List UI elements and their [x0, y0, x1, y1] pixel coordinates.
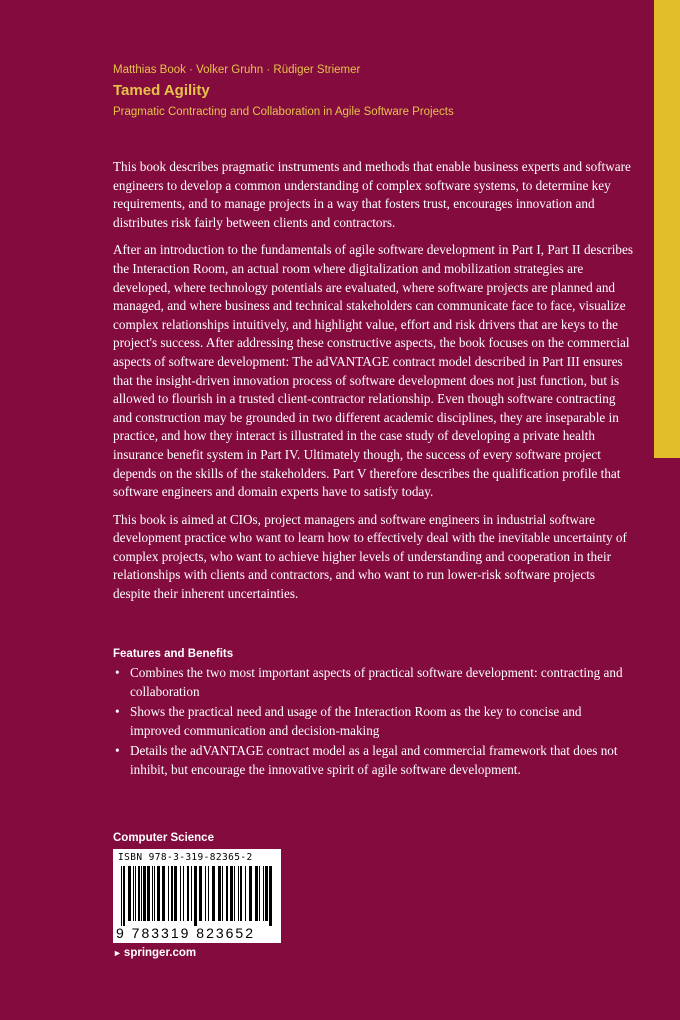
subject-category: Computer Science: [113, 832, 214, 844]
bullet-icon: •: [115, 665, 120, 680]
book-header: [113, 62, 633, 120]
list-item: [113, 664, 633, 701]
bullet-icon: •: [115, 743, 120, 759]
list-item: [113, 742, 633, 779]
isbn-label: ISBN 978-3-319-82365-2: [118, 852, 253, 863]
feature-text: Shows the practical need and usage of the Interaction Room as the key to concise and improved communication and decision-making: [130, 704, 582, 738]
arrow-icon: ►: [113, 948, 122, 958]
book-subtitle: Pragmatic Contracting and Collaboration in Agile Software Projects: [113, 106, 454, 118]
features-heading: Features and Benefits: [113, 648, 234, 660]
description: [113, 158, 633, 613]
isbn-barcode: [113, 849, 281, 943]
publisher-link[interactable]: [113, 947, 196, 959]
features-list: [113, 664, 633, 782]
ean-digits: 9 783319 823652: [116, 925, 255, 941]
bullet-icon: •: [115, 704, 120, 720]
description-paragraph: After an introduction to the fundamentals of agile software development in Part I, Part II describes the Interaction Room, an actual room where digitalization and mobilization strategies are developed, where technology potentials are evaluated, where software projects are planned and managed, and where business and technical stakeholders can communicate face to face, visualize complex relationships intuitively, and highlight value, effort and risk drivers that are keys to the project's success. After addressing these constructive aspects, the book focuses on the commercial aspects of software development: The adVANTAGE contract model described in Part III ensures that the insight-driven innovation process of software development does not just function, but is allowed to flourish in a trusted client-contractor relationship. Even though software contracting and construction may be grounded in two different academic disciplines, they are inseparable in practice, and how they interact is illustrated in the case study of developing a private health insurance benefit system in Part IV. Ultimately though, the success of every software project depends on the skills of the stakeholders. Part V therefore describes the qualification profile that software engineers and domain experts have to satisfy today.: [113, 242, 634, 500]
list-item: [113, 703, 633, 740]
book-title: Tamed Agility: [113, 82, 210, 99]
publisher-url: springer.com: [123, 947, 197, 959]
accent-stripe: [654, 0, 680, 458]
authors: Matthias Book · Volker Gruhn · Rüdiger Striemer: [113, 64, 361, 76]
feature-text: Combines the two most important aspects of practical software development: contracting and collaboration: [130, 665, 623, 699]
description-paragraph: This book is aimed at CIOs, project managers and software engineers in industrial software development practice who want to learn how to effectively deal with the inevitable uncertainty of complex projects, who want to achieve higher levels of understanding and cooperation in their relationships with clients and contractors, and who want to run lower-risk software projects despite their inherent uncertainties.: [113, 511, 627, 602]
description-paragraph: This book describes pragmatic instruments and methods that enable business experts and software engineers to develop a common understanding of complex software systems, to determine key requirements, and to manage projects in a way that fosters trust, encourages innovation and distributes risk fairly between clients and contractors.: [113, 159, 631, 230]
barcode-icon: [119, 866, 275, 926]
feature-text: Details the adVANTAGE contract model as a legal and commercial framework that does not inhibit, but encourage the innovative spirit of agile software development.: [130, 743, 618, 777]
